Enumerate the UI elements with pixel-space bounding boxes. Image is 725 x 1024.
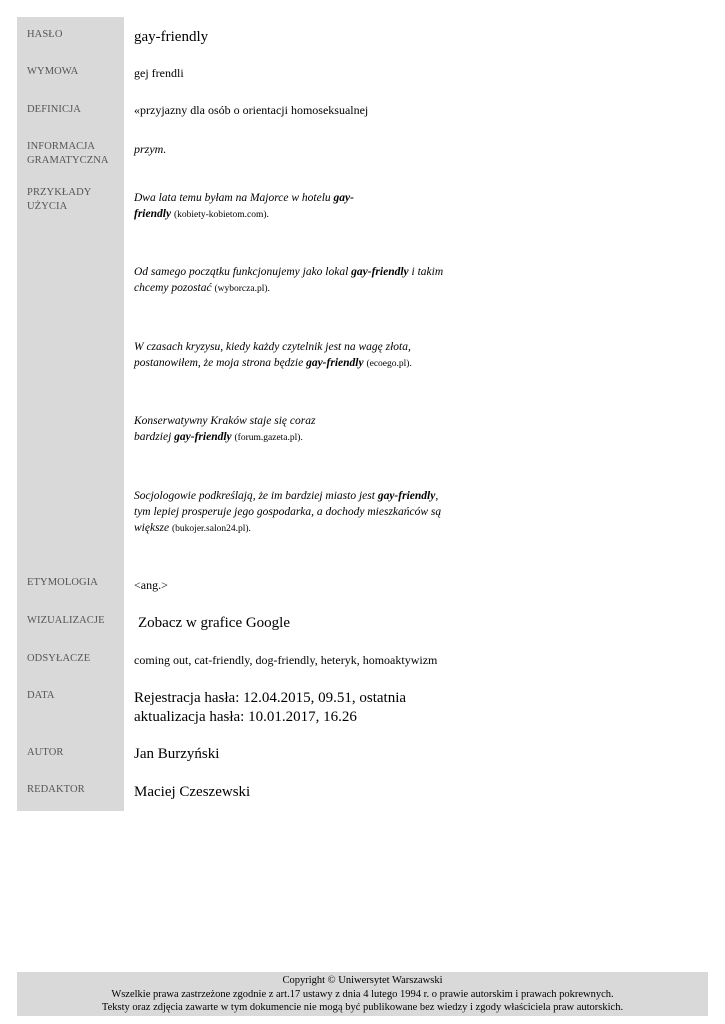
label-wymowa: WYMOWA (27, 66, 79, 77)
example-source: (wyborcza.pl) (214, 284, 268, 294)
example-term: gay-friendly (351, 266, 409, 278)
label-przyklady-uzycia (27, 186, 122, 214)
usage-example: Od samego początku funkcjonujemy jako lokal gay-friendly i takim chcemy pozostać (wyborcza.pl). (134, 266, 444, 294)
usage-example: Konserwatywny Kraków staje się coraz bardziej gay-friendly (forum.gazeta.pl). (134, 415, 316, 443)
label-informacja-line-1: INFORMACJA (27, 141, 96, 152)
grammatical-info: przym. (134, 142, 167, 156)
definition: «przyjazny dla osób o orientacji homoseksualnej (134, 103, 369, 117)
label-autor: AUTOR (27, 747, 64, 758)
author: Jan Burzyński (134, 746, 220, 762)
publication-notice: Teksty oraz zdjęcia zawarte w tym dokumencie nie mogą być publikowane bez wiedzy i zgody właściciela praw autorskich. (101, 1002, 624, 1013)
entry-dates (134, 689, 554, 727)
usage-example: Dwa lata temu byłam na Majorce w hotelu gay- friendly (kobiety-kobietom.com). (134, 192, 354, 220)
label-redaktor: REDAKTOR (27, 784, 85, 795)
label-informacja-gramatyczna (27, 140, 122, 168)
pronunciation: gej frendli (134, 66, 184, 80)
example-source: (bukojer.salon24.pl) (172, 524, 249, 534)
label-przyklady-line-2: UŻYCIA (27, 201, 68, 212)
label-definicja: DEFINICJA (27, 104, 81, 115)
label-wizualizacje: WIZUALIZACJE (27, 615, 105, 626)
update-date: aktualizacja hasła: 10.01.2017, 16.26 (134, 709, 357, 725)
label-odsylacze: ODSYŁACZE (27, 653, 91, 664)
copyright-footer (17, 972, 708, 1016)
example-source: (forum.gazeta.pl) (234, 433, 301, 443)
cross-references: coming out, cat-friendly, dog-friendly, heteryk, homoaktywizm (134, 653, 438, 667)
label-informacja-line-2: GRAMATYCZNA (27, 155, 109, 166)
headword: gay-friendly (134, 29, 209, 45)
example-source: (ecoego.pl) (366, 359, 410, 369)
copyright-line: Copyright © Uniwersytet Warszawski (282, 975, 443, 986)
usage-example: Socjologowie podkreślają, że im bardziej miasto jest gay-friendly, tym lepiej prosperuje jego gospodarka, a dochody mieszkańców są większe (bukojer.salon24.pl). (134, 490, 442, 534)
rights-notice: Wszelkie prawa zastrzeżone zgodnie z art.17 ustawy z dnia 4 lutego 1994 r. o prawie autorskim i prawach pokrewnych. (111, 988, 614, 1000)
label-przyklady-line-1: PRZYKŁADY (27, 187, 92, 198)
example-source: (kobiety-kobietom.com) (173, 210, 267, 220)
registration-date: Rejestracja hasła: 12.04.2015, 09.51, ostatnia (134, 690, 407, 706)
label-etymologia: ETYMOLOGIA (27, 577, 98, 588)
example-term: gay-friendly (377, 490, 436, 502)
example-term: gay-friendly (306, 357, 364, 369)
editor: Maciej Czeszewski (134, 784, 251, 800)
usage-example: W czasach kryzysu, kiedy każdy czytelnik jest na wagę złota, postanowiłem, że moja strona będzie gay-friendly (ecoego.pl). (134, 341, 412, 369)
example-term: gay-friendly (174, 431, 232, 443)
label-haslo: HASŁO (27, 29, 63, 40)
example-term: gay- (333, 192, 354, 204)
example-term: friendly (134, 208, 172, 220)
label-data: DATA (27, 690, 55, 701)
etymology: <ang.> (134, 578, 168, 592)
google-images-link[interactable]: Zobacz w grafice Google (138, 615, 291, 631)
